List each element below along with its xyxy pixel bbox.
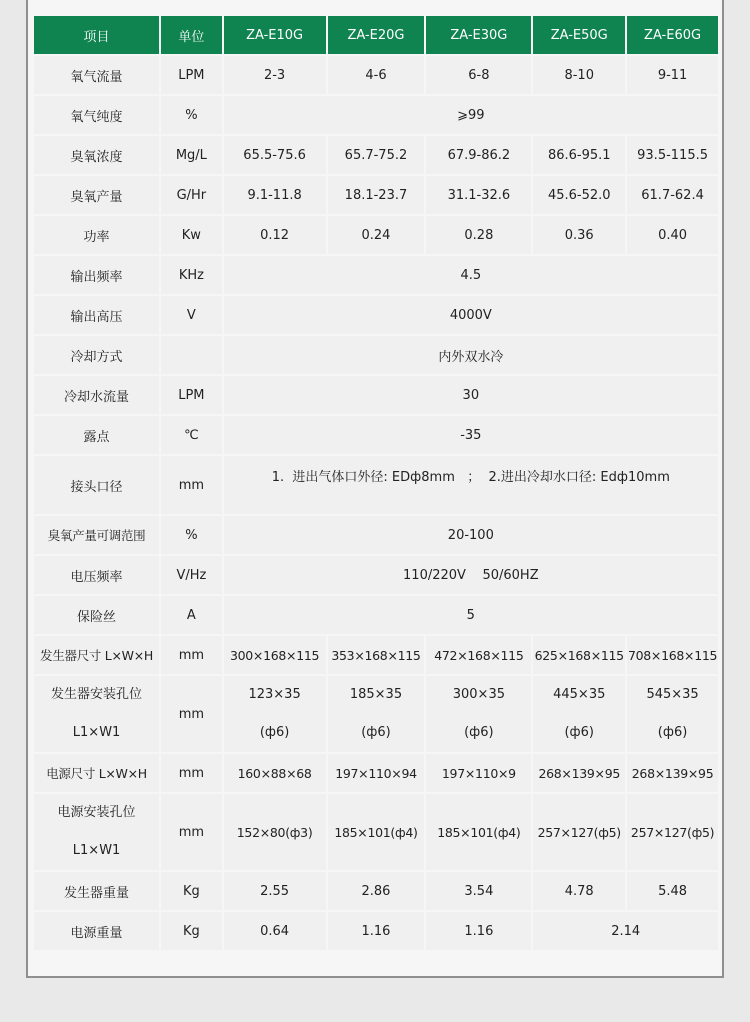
cell-value: 2-3 (224, 56, 326, 94)
cell-value: 9.1-11.8 (224, 176, 326, 214)
row-unit: mm (161, 676, 222, 752)
cell-line: (ф6) (259, 725, 290, 740)
table-row (34, 596, 718, 634)
table-row (34, 176, 718, 214)
row-label: 发生器尺寸 L×W×H (34, 636, 159, 674)
cell-value: 257×127(ф5) (627, 794, 718, 870)
cell-line: (ф6) (564, 725, 594, 740)
header-model: ZA-E60G (627, 16, 718, 54)
cell-line: (ф6) (361, 725, 391, 740)
row-unit: Kw (161, 216, 222, 254)
row-label-line: L1×W1 (72, 843, 121, 858)
table-row (34, 56, 718, 94)
cell-value: 86.6-95.1 (533, 136, 625, 174)
cell-value: 18.1-23.7 (328, 176, 425, 214)
row-label: 功率 (34, 216, 159, 254)
header-model: ZA-E30G (426, 16, 531, 54)
cell-value-merged: 内外双水冷 (224, 336, 718, 374)
cell-value: 152×80(ф3) (224, 794, 326, 870)
cell-value-merged: 1. 进出气体口外径: EDф8mm ； 2.进出冷却水口径: Edф10mm (224, 456, 718, 514)
cell-value: 1.16 (426, 912, 531, 950)
row-unit: LPM (161, 376, 222, 414)
table-row (34, 456, 718, 514)
row-label (34, 794, 159, 870)
table-row (34, 516, 718, 554)
row-label: 输出高压 (34, 296, 159, 334)
table-row (34, 256, 718, 294)
table-header-row (34, 16, 718, 54)
row-label: 接头口径 (34, 456, 159, 514)
cell-value: 0.64 (224, 912, 326, 950)
cell-value-merged: -35 (224, 416, 718, 454)
cell-line: 445×35 (553, 687, 606, 702)
row-label-line: 发生器安装孔位 (51, 687, 143, 702)
cell-value: 197×110×9 (426, 754, 531, 792)
cell-line: 185×35 (349, 687, 403, 702)
row-unit: Mg/L (161, 136, 222, 174)
cell-value: 31.1-32.6 (426, 176, 531, 214)
cell-value-merged: 4000V (224, 296, 718, 334)
row-label: 露点 (34, 416, 159, 454)
cell-value: 708×168×115 (627, 636, 718, 674)
cell-value (426, 676, 531, 752)
cell-value: 93.5-115.5 (627, 136, 718, 174)
cell-line: 300×35 (452, 687, 505, 702)
row-unit: KHz (161, 256, 222, 294)
row-label (34, 676, 159, 752)
cell-value: 472×168×115 (426, 636, 531, 674)
cell-value: 3.54 (426, 872, 531, 910)
cell-value: 0.36 (533, 216, 625, 254)
cell-value: 0.12 (224, 216, 326, 254)
row-label: 氧气纯度 (34, 96, 159, 134)
row-label-line: L1×W1 (72, 725, 121, 740)
row-unit: % (161, 96, 222, 134)
row-label: 电源重量 (34, 912, 159, 950)
row-unit: Kg (161, 872, 222, 910)
cell-value: 45.6-52.0 (533, 176, 625, 214)
row-unit (161, 336, 222, 374)
cell-value: 8-10 (533, 56, 625, 94)
cell-value-merged: 20-100 (224, 516, 718, 554)
table-row (34, 794, 718, 870)
cell-line: 545×35 (646, 687, 699, 702)
row-unit: mm (161, 636, 222, 674)
cell-value: 6-8 (426, 56, 531, 94)
row-label: 输出频率 (34, 256, 159, 294)
cell-value-merged: 5 (224, 596, 718, 634)
row-label: 臭氧产量可调范围 (34, 516, 159, 554)
row-unit: G/Hr (161, 176, 222, 214)
table-row (34, 636, 718, 674)
table-row (34, 376, 718, 414)
row-label: 发生器重量 (34, 872, 159, 910)
cell-value-merged: 2.14 (533, 912, 718, 950)
row-label: 电压频率 (34, 556, 159, 594)
table-row (34, 216, 718, 254)
table-row (34, 556, 718, 594)
cell-value: 4-6 (328, 56, 425, 94)
cell-value: 2.55 (224, 872, 326, 910)
cell-value: 300×168×115 (224, 636, 326, 674)
cell-value: 268×139×95 (627, 754, 718, 792)
cell-value: 353×168×115 (328, 636, 425, 674)
cell-value: 4.78 (533, 872, 625, 910)
cell-value: 197×110×94 (328, 754, 425, 792)
cell-value: 160×88×68 (224, 754, 326, 792)
cell-value: 0.24 (328, 216, 425, 254)
table-row (34, 136, 718, 174)
cell-value: 185×101(ф4) (328, 794, 425, 870)
cell-value: 185×101(ф4) (426, 794, 531, 870)
cell-value-merged: 4.5 (224, 256, 718, 294)
row-unit: mm (161, 754, 222, 792)
row-unit: A (161, 596, 222, 634)
cell-value (627, 676, 718, 752)
header-model: ZA-E20G (328, 16, 425, 54)
cell-value (224, 676, 326, 752)
cell-line: 123×35 (248, 687, 301, 702)
cell-value: 268×139×95 (533, 754, 625, 792)
cell-value: 65.7-75.2 (328, 136, 425, 174)
row-unit: mm (161, 794, 222, 870)
row-unit: ℃ (161, 416, 222, 454)
cell-value: 9-11 (627, 56, 718, 94)
cell-value: 0.40 (627, 216, 718, 254)
cell-value-merged: ⩾99 (224, 96, 718, 134)
cell-value: 2.86 (328, 872, 425, 910)
row-unit: LPM (161, 56, 222, 94)
table-row (34, 912, 718, 950)
cell-value: 61.7-62.4 (627, 176, 718, 214)
row-label: 冷却水流量 (34, 376, 159, 414)
row-label: 冷却方式 (34, 336, 159, 374)
table-row (34, 676, 718, 752)
row-unit: V/Hz (161, 556, 222, 594)
cell-value-merged: 30 (224, 376, 718, 414)
table-row (34, 96, 718, 134)
header-item: 项目 (34, 16, 159, 54)
cell-value: 0.28 (426, 216, 531, 254)
cell-value: 257×127(ф5) (533, 794, 625, 870)
cell-value (533, 676, 625, 752)
row-label: 电源尺寸 L×W×H (34, 754, 159, 792)
cell-value: 67.9-86.2 (426, 136, 531, 174)
cell-value: 65.5-75.6 (224, 136, 326, 174)
table-row (34, 336, 718, 374)
row-unit: V (161, 296, 222, 334)
cell-value: 1.16 (328, 912, 425, 950)
cell-line: (ф6) (464, 725, 494, 740)
row-unit: mm (161, 456, 222, 514)
table-row (34, 416, 718, 454)
header-model: ZA-E10G (224, 16, 326, 54)
row-label: 氧气流量 (34, 56, 159, 94)
row-label: 臭氧浓度 (34, 136, 159, 174)
cell-value (328, 676, 425, 752)
table-row (34, 296, 718, 334)
table-row (34, 754, 718, 792)
row-unit: Kg (161, 912, 222, 950)
row-label: 臭氧产量 (34, 176, 159, 214)
cell-value-merged: 110/220V 50/60HZ (224, 556, 718, 594)
spec-table (32, 14, 720, 952)
row-label-line: 电源安装孔位 (57, 805, 136, 820)
row-unit: % (161, 516, 222, 554)
row-label: 保险丝 (34, 596, 159, 634)
header-model: ZA-E50G (533, 16, 625, 54)
cell-value: 5.48 (627, 872, 718, 910)
cell-line: (ф6) (657, 725, 688, 740)
cell-value: 625×168×115 (533, 636, 625, 674)
header-unit: 单位 (161, 16, 222, 54)
table-row (34, 872, 718, 910)
